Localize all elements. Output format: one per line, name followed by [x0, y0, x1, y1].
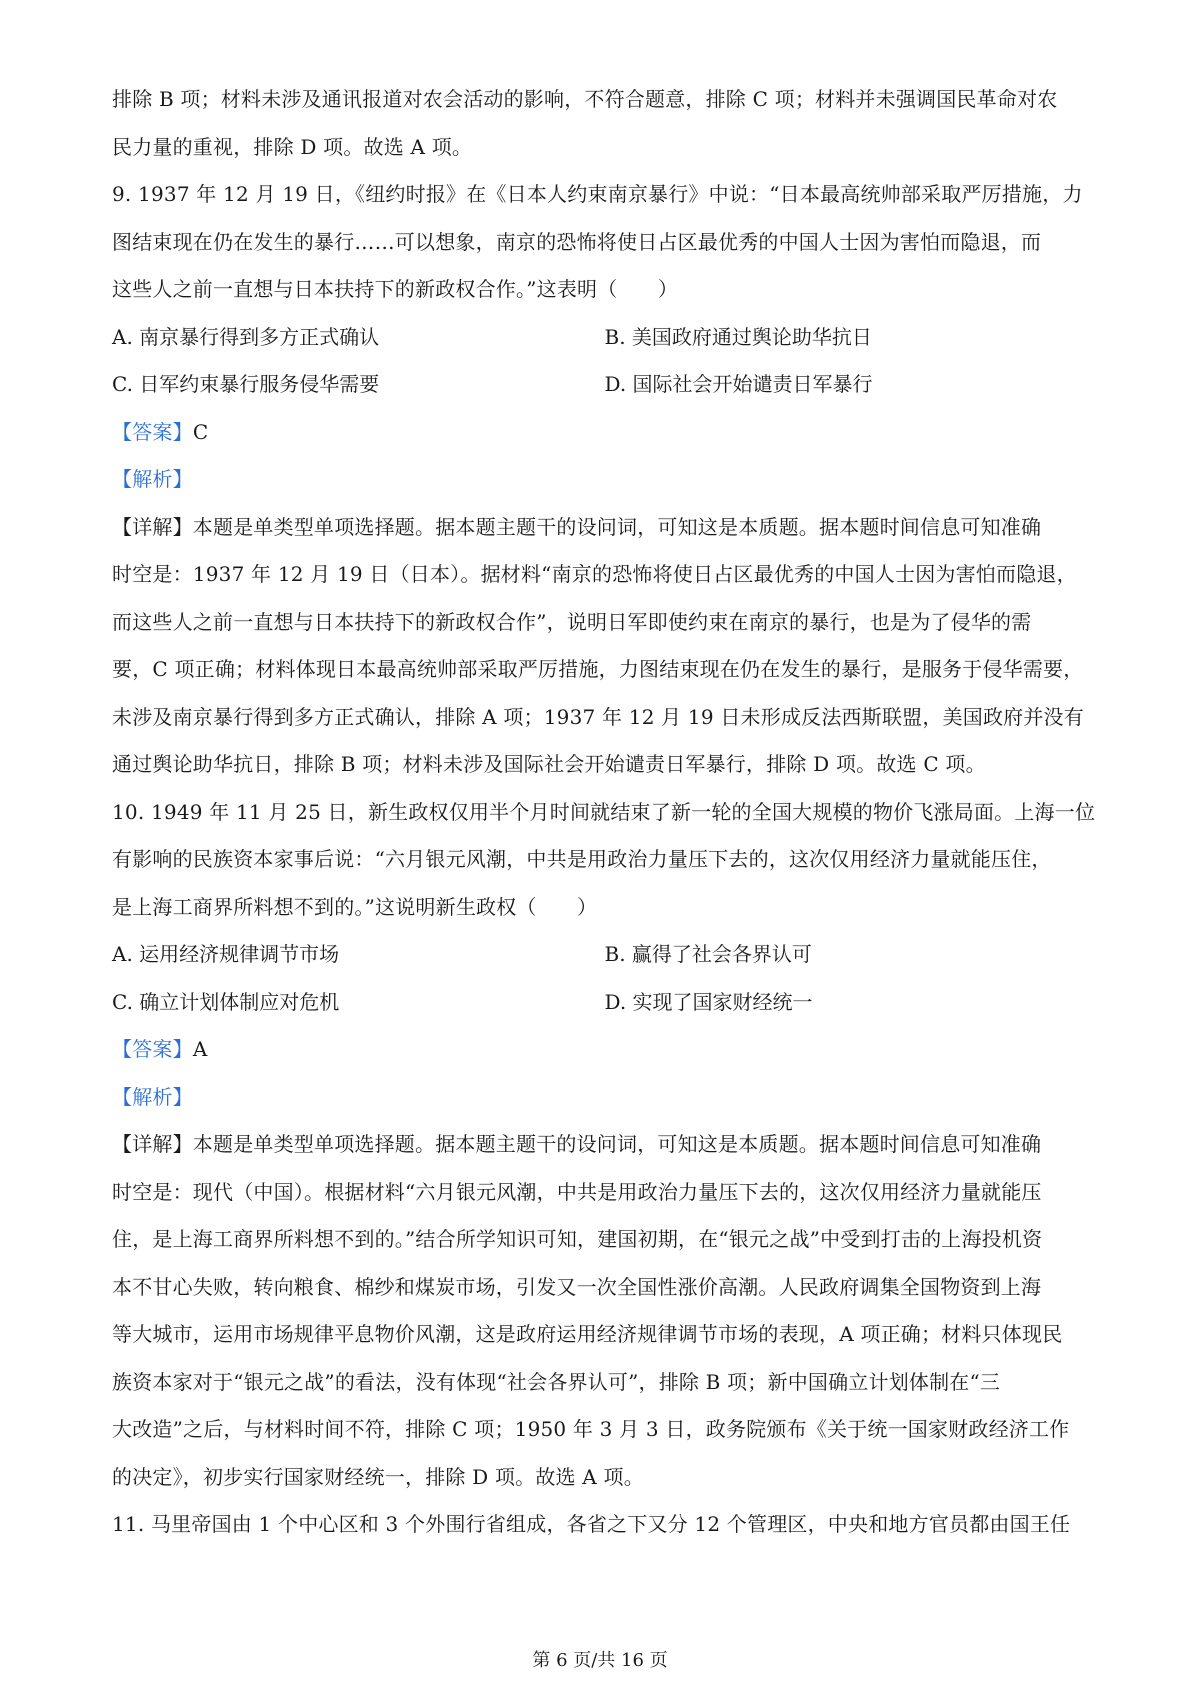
q9-detail-line: 未涉及南京暴行得到多方正式确认，排除 A 项；1937 年 12 月 19 日未形成反法西斯联盟，美国政府并没有	[112, 704, 1084, 729]
question-9	[112, 171, 1097, 789]
q9-detail-line: 而这些人之前一直想与日本扶持下的新政权合作”，说明日军即使约束在南京的暴行，也是为了侵华的需	[112, 609, 1032, 634]
q10-stem-line: 有影响的民族资本家事后说：“六月银元风潮，中共是用政治力量压下去的，这次仅用经济力量就能压住，	[112, 847, 1052, 871]
q10-options-row	[112, 931, 1097, 979]
q9-option-a: A. 南京暴行得到多方正式确认	[112, 324, 380, 349]
q10-detail-line: 等大城市，运用市场规律平息物价风潮，这是政府运用经济规律调节市场的表现，A 项正确；材料只体现民	[112, 1322, 1063, 1346]
answer-value: A	[192, 1037, 208, 1061]
document-page	[112, 76, 1097, 1549]
q10-detail-line: 族资本家对于“银元之战”的看法，没有体现“社会各界认可”，排除 B 项；新中国确立计划体制在“三	[112, 1369, 1001, 1394]
q10-stem-line: 10. 1949 年 11 月 25 日，新生政权仅用半个月时间就结束了新一轮的全国大规模的物价飞涨局面。上海一位	[112, 799, 1096, 824]
q10-detail-line: 本不甘心失败，转向粮食、棉纱和煤炭市场，引发又一次全国性涨价高潮。人民政府调集全国物资到上海	[112, 1274, 1042, 1299]
page-footer: 第 6 页/共 16 页	[532, 1650, 668, 1671]
q9-option-b: B. 美国政府通过舆论助华抗日	[604, 324, 872, 349]
q9-detail-line: 要，C 项正确；材料体现日本最高统帅部采取严厉措施，力图结束现在仍在发生的暴行，是服务于侵华需要，	[112, 657, 1084, 681]
question-11	[112, 1501, 1097, 1549]
q10-detail-line: 时空是：现代（中国）。根据材料“六月银元风潮，中共是用政治力量压下去的，这次仅用经济力量就能压	[112, 1179, 1042, 1204]
q10-detail-line: 【详解】本题是单类型单项选择题。据本题主题干的设问词，可知这是本质题。据本题时间信息可知准确	[112, 1132, 1042, 1156]
q9-stem-line: 9. 1937 年 12 月 19 日，《纽约时报》在《日本人约束南京暴行》中说：“日本最高统帅部采取严厉措施，力	[112, 182, 1083, 206]
q10-analysis-tag: 【解析】	[112, 1084, 193, 1109]
q10-option-a: A. 运用经济规律调节市场	[112, 942, 340, 966]
answer-tag: 【答案】	[112, 1037, 193, 1061]
q10-option-b: B. 赢得了社会各界认可	[604, 942, 812, 966]
q9-detail-line: 【详解】本题是单类型单项选择题。据本题主题干的设问词，可知这是本质题。据本题时间信息可知准确	[112, 514, 1042, 539]
question-10	[112, 789, 1097, 1502]
q9-stem-line: 图结束现在仍在发生的暴行……可以想象，南京的恐怖将使日占区最优秀的中国人士因为害怕而隐退，而	[112, 229, 1042, 254]
intro-line: 排除 B 项；材料未涉及通讯报道对农会活动的影响，不符合题意，排除 C 项；材料并未强调国民革命对农	[112, 87, 1058, 111]
q10-detail-line: 住，是上海工商界所料想不到的。”结合所学知识可知，建国初期，在“银元之战”中受到打击的上海投机资	[112, 1227, 1043, 1251]
q9-detail-line: 时空是：1937 年 12 月 19 日（日本）。据材料“南京的恐怖将使日占区最优秀的中国人士因为害怕而隐退，	[112, 562, 1077, 586]
q9-detail-line: 通过舆论助华抗日，排除 B 项；材料未涉及国际社会开始谴责日军暴行，排除 D 项。故选 C 项。	[112, 752, 986, 776]
q10-detail-line: 大改造”之后，与材料时间不符，排除 C 项；1950 年 3 月 3 日，政务院颁布《关于统一国家财政经济工作	[112, 1417, 1070, 1441]
q10-stem-line: 是上海工商界所料想不到的。”这说明新生政权（ ）	[112, 894, 598, 919]
q10-detail-line: 的决定》，初步实行国家财经统一，排除 D 项。故选 A 项。	[112, 1464, 644, 1489]
q10-options-row	[112, 979, 1097, 1027]
q9-options-row	[112, 314, 1097, 362]
answer-tag: 【答案】	[112, 419, 193, 444]
q9-option-c: C. 日军约束暴行服务侵华需要	[112, 372, 380, 396]
q9-option-d: D. 国际社会开始谴责日军暴行	[604, 372, 873, 396]
q9-stem-line: 这些人之前一直想与日本扶持下的新政权合作。”这表明（ ）	[112, 277, 679, 301]
q9-answer	[112, 409, 1097, 457]
q10-answer	[112, 1026, 1097, 1074]
intro-line: 民力量的重视，排除 D 项。故选 A 项。	[112, 134, 473, 159]
q10-option-d: D. 实现了国家财经统一	[604, 989, 813, 1014]
q9-analysis-tag: 【解析】	[112, 467, 193, 491]
answer-value: C	[192, 419, 209, 444]
q9-options-row	[112, 361, 1097, 409]
q10-option-c: C. 确立计划体制应对危机	[112, 989, 340, 1014]
q11-stem-line: 11. 马里帝国由 1 个中心区和 3 个外围行省组成，各省之下又分 12 个管理区，中央和地方官员都由国王任	[112, 1512, 1071, 1536]
